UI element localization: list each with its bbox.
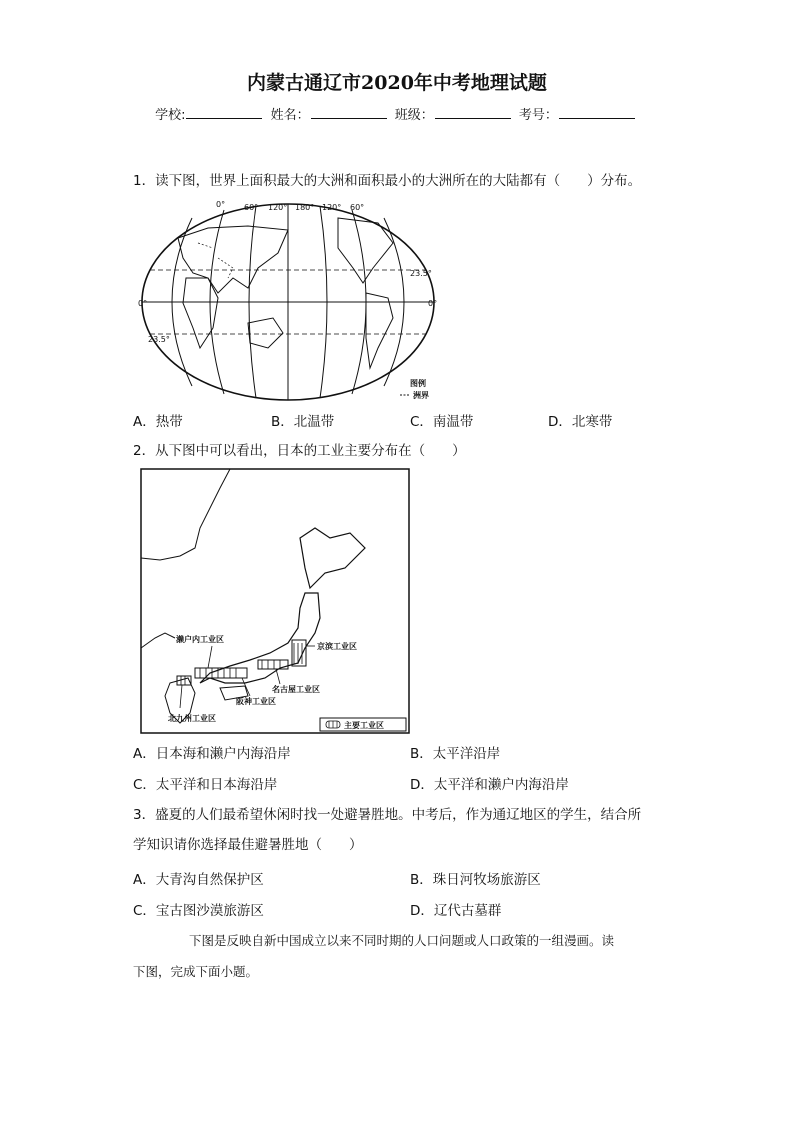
lat-label-north: 23.5° <box>410 269 432 278</box>
label-hanshin: 阪神工业区 <box>236 697 276 706</box>
lat-label-south: 23.5° <box>148 335 170 344</box>
intro-line-2: 下图，完成下面小题。 <box>133 964 259 979</box>
label-setouchi: 濑户内工业区 <box>176 635 224 644</box>
class-label: 班级： <box>394 108 434 123</box>
q2-option-c[interactable]: C．太平洋和日本海沿岸 <box>133 777 278 793</box>
exam-number-label: 考号： <box>518 108 558 123</box>
lon-label-0: 0° <box>216 200 226 209</box>
legend-item: 洲界 <box>413 391 429 400</box>
q3-option-b[interactable]: B．珠日河牧场旅游区 <box>410 872 541 888</box>
question-2-stem: 2．从下图中可以看出，日本的工业主要分布在（ ） <box>133 443 466 459</box>
africa-outline <box>183 278 218 348</box>
label-kitakyushu: 北九州工业区 <box>168 714 216 723</box>
question-3-stem-line2: 学知识请你选择最佳避暑胜地（ ） <box>133 837 363 853</box>
lon-label-180: 180° <box>295 203 315 212</box>
name-blank[interactable] <box>311 106 387 119</box>
name-label: 姓名： <box>270 108 310 123</box>
q1-option-a[interactable]: A．热带 <box>133 414 183 430</box>
q1-option-c[interactable]: C．南温带 <box>410 414 474 430</box>
question-1-stem: 1．读下图，世界上面积最大的大洲和面积最小的大洲所在的大陆都有（ ）分布。 <box>133 173 642 189</box>
south-america-outline <box>366 293 393 368</box>
legend-text: 主要工业区 <box>344 721 384 730</box>
japan-industry-map <box>140 468 410 734</box>
q3-option-c[interactable]: C．宝古图沙漠旅游区 <box>133 903 264 919</box>
eurasia-outline <box>178 226 288 293</box>
q1-option-d[interactable]: D．北寒带 <box>548 414 613 430</box>
australia-outline <box>248 318 283 348</box>
legend-title: 图例 <box>410 379 426 388</box>
school-label: 学校: <box>155 108 186 123</box>
lon-label-120a: 120° <box>268 203 288 212</box>
intro-line-1: 下图是反映自新中国成立以来不同时期的人口问题或人口政策的一组漫画。读 <box>189 933 615 948</box>
continent-boundary-dashed <box>198 243 233 278</box>
class-blank[interactable] <box>435 106 511 119</box>
school-blank[interactable] <box>186 106 262 119</box>
exam-number-blank[interactable] <box>559 106 635 119</box>
equator-label-left: 0° <box>138 299 148 308</box>
q3-option-a[interactable]: A．大青沟自然保护区 <box>133 872 264 888</box>
label-keihin: 京滨工业区 <box>317 642 357 651</box>
q2-option-d[interactable]: D．太平洋和濑户内海沿岸 <box>410 777 569 793</box>
q2-option-a[interactable]: A．日本海和濑户内海沿岸 <box>133 746 291 762</box>
q1-option-b[interactable]: B．北温带 <box>271 414 335 430</box>
lon-label-60a: 60° <box>244 203 259 212</box>
student-info-line <box>0 104 794 123</box>
label-nagoya: 名古屋工业区 <box>272 685 320 694</box>
lon-label-120b: 120° <box>322 203 342 212</box>
q2-option-b[interactable]: B．太平洋沿岸 <box>410 746 501 762</box>
lon-label-60b: 60° <box>350 203 365 212</box>
question-3-stem-line1: 3．盛夏的人们最希望休闲时找一处避暑胜地。中考后，作为通辽地区的学生，结合所 <box>133 807 642 823</box>
page-title: 内蒙古通辽市2020年中考地理试题 <box>247 72 547 94</box>
q3-option-d[interactable]: D．辽代古墓群 <box>410 903 502 919</box>
equator-label-right: 0° <box>428 299 438 308</box>
world-map-figure <box>138 198 438 404</box>
